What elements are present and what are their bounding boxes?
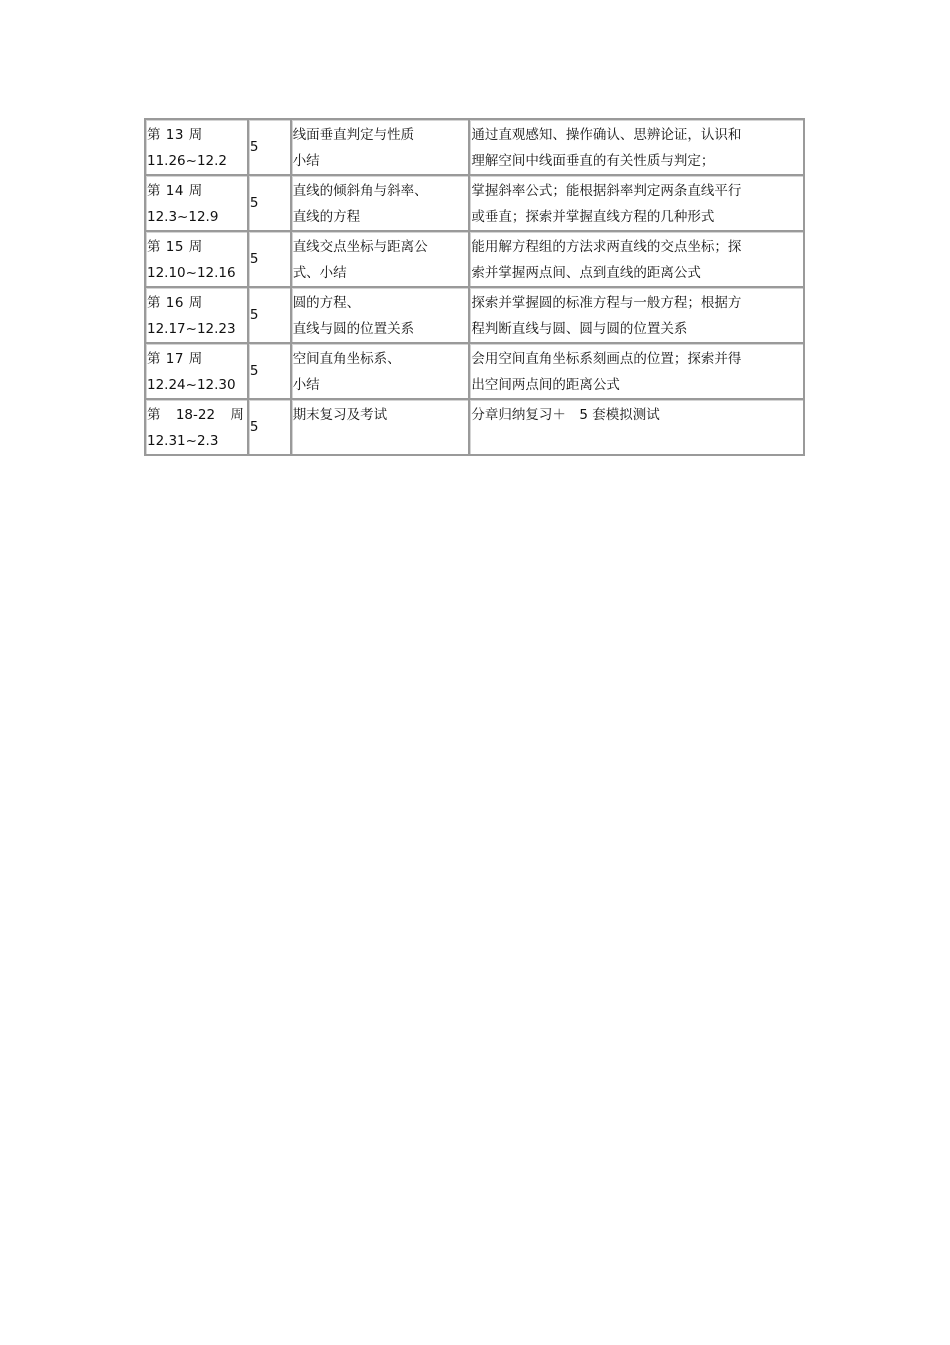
content-cell (291, 343, 470, 399)
content-line: 圆的方程、 (292, 295, 361, 311)
hours-cell (248, 343, 291, 399)
goal-line: 能用解方程组的方法求两直线的交点坐标；探 (471, 239, 742, 255)
goal-line: 分章归纳复习＋ 5 套模拟测试 (471, 407, 660, 423)
hours-value: 5 (249, 195, 259, 211)
goal-cell (469, 175, 804, 231)
table-row (145, 119, 804, 175)
week-cell (145, 175, 248, 231)
content-cell (291, 399, 470, 455)
hours-value: 5 (249, 307, 259, 323)
goal-line: 会用空间直角坐标系刻画点的位置；探索并得 (471, 351, 742, 367)
week-cell (145, 231, 248, 287)
content-line: 直线交点坐标与距离公 (292, 239, 428, 255)
goal-cell (469, 119, 804, 175)
content-cell (291, 175, 470, 231)
week-cell (145, 287, 248, 343)
content-line: 期末复习及考试 (292, 407, 388, 423)
content-cell (291, 287, 470, 343)
week-label: 第 16 周 (147, 295, 203, 311)
content-cell (291, 119, 470, 175)
week-dates: 12.24~12.30 (147, 377, 236, 393)
goal-line: 掌握斜率公式；能根据斜率判定两条直线平行 (471, 183, 742, 199)
content-line: 直线的方程 (292, 209, 361, 225)
week-label-suffix: 周 (230, 407, 244, 423)
goal-cell (469, 399, 804, 455)
goal-cell (469, 343, 804, 399)
content-cell (291, 231, 470, 287)
week-label: 第 17 周 (147, 351, 203, 367)
week-dates: 12.10~12.16 (147, 265, 236, 281)
week-label: 第 15 周 (147, 239, 203, 255)
week-label-range: 18-22 (175, 407, 216, 423)
hours-cell (248, 231, 291, 287)
table-row (145, 287, 804, 343)
hours-cell (248, 119, 291, 175)
goal-line: 理解空间中线面垂直的有关性质与判定； (471, 153, 715, 169)
goal-line: 探索并掌握圆的标准方程与一般方程；根据方 (471, 295, 742, 311)
goal-line: 出空间两点间的距离公式 (471, 377, 620, 393)
week-dates: 12.3~12.9 (147, 209, 219, 225)
week-label: 第 13 周 (147, 127, 203, 143)
week-cell (145, 343, 248, 399)
week-dates: 12.31~2.3 (147, 433, 219, 449)
content-line: 线面垂直判定与性质 (292, 127, 415, 143)
goal-line: 程判断直线与圆、圆与圆的位置关系 (471, 321, 688, 337)
goal-cell (469, 231, 804, 287)
hours-value: 5 (249, 139, 259, 155)
week-label (147, 402, 247, 428)
hours-cell (248, 399, 291, 455)
week-cell (145, 119, 248, 175)
content-line: 直线的倾斜角与斜率、 (292, 183, 428, 199)
schedule-table (144, 118, 805, 456)
content-line: 空间直角坐标系、 (292, 351, 401, 367)
hours-cell (248, 175, 291, 231)
goal-line: 索并掌握两点间、点到直线的距离公式 (471, 265, 701, 281)
table-row (145, 399, 804, 455)
week-cell (145, 399, 248, 455)
week-dates: 12.17~12.23 (147, 321, 236, 337)
content-line: 小结 (292, 153, 320, 169)
week-dates: 11.26~12.2 (147, 153, 228, 169)
content-line: 直线与圆的位置关系 (292, 321, 415, 337)
goal-cell (469, 287, 804, 343)
hours-value: 5 (249, 363, 259, 379)
goal-line: 通过直观感知、操作确认、思辨论证，认识和 (471, 127, 742, 143)
week-label-prefix: 第 (147, 407, 161, 423)
hours-value: 5 (249, 251, 259, 267)
goal-line: 或垂直；探索并掌握直线方程的几种形式 (471, 209, 715, 225)
content-line: 小结 (292, 377, 320, 393)
hours-cell (248, 287, 291, 343)
table-row (145, 343, 804, 399)
hours-value: 5 (249, 419, 259, 435)
week-label: 第 14 周 (147, 183, 203, 199)
table-row (145, 175, 804, 231)
table-row (145, 231, 804, 287)
content-line: 式、小结 (292, 265, 347, 281)
